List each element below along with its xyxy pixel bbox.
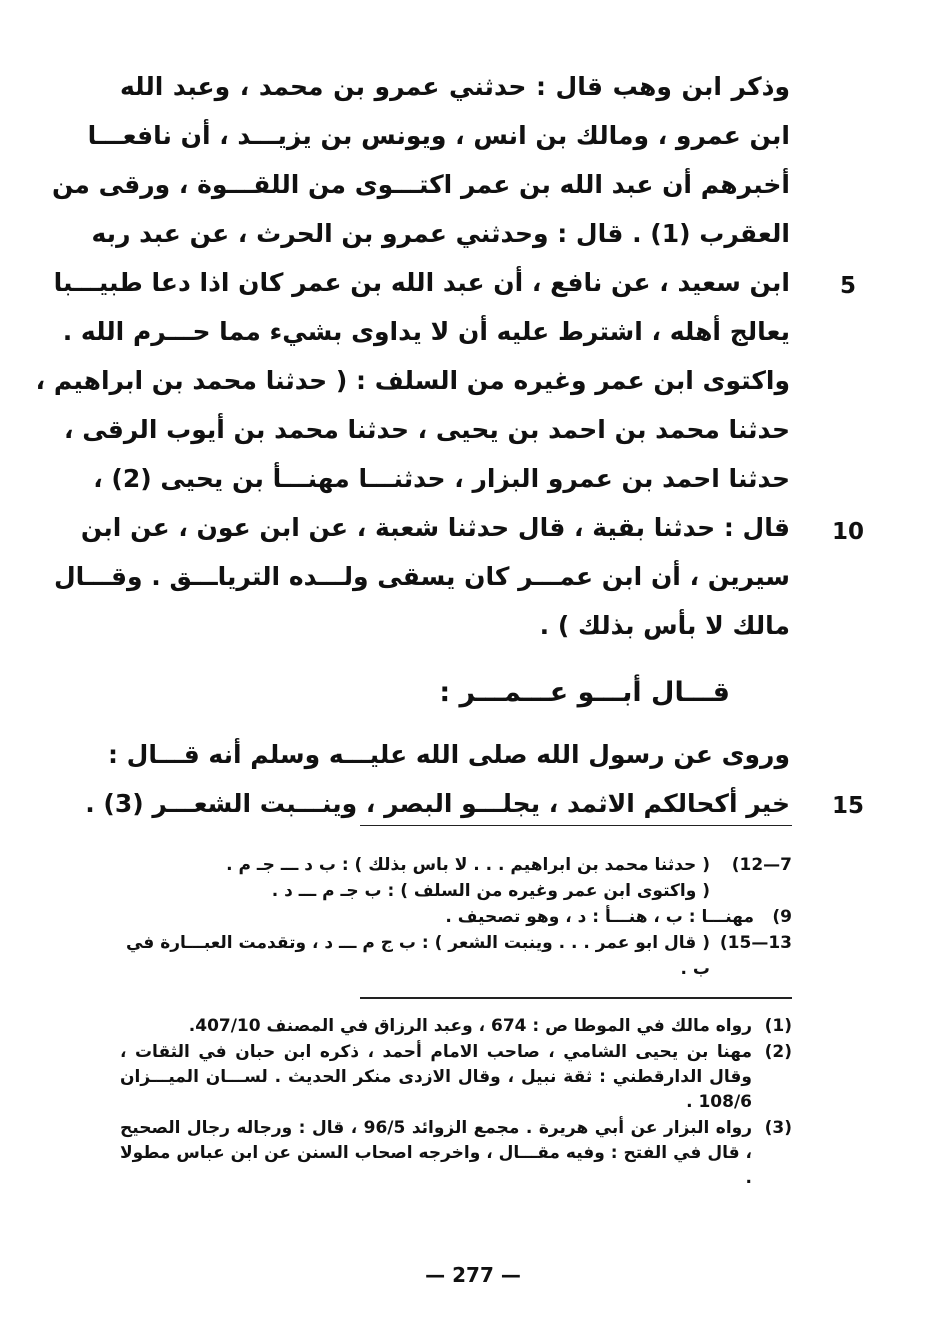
footnote-number: (1) [764,1016,792,1036]
variant-key [710,878,792,904]
variant-key: 7—12) [731,855,792,875]
text-line: يعالج أهله ، اشترط عليه أن لا يداوى بشيء مما حـــرم الله . [62,317,790,346]
text-line: حدثنا احمد بن عمرو البزار ، حدثنـــا مهنـــأ بن يحيى (2) ، [93,464,790,493]
text-line: خير أكحالكم الاثمد ، يجلـــو البصر ، وينـــبت الشعـــر (3) . [85,789,790,818]
variant-note [120,904,792,930]
variant-text: ( قال ابو عمر . . . وينبت الشعر ) : ب ج م ـــ د ، وتقدمت العبـــارة في ب . [125,933,710,979]
page-number: — 277 — [425,1263,521,1287]
footnote-text: رواه مالك في الموطا ص : 674 ، وعبد الرزاق في المصنف 407/10. [188,1016,752,1036]
footnote-text: رواه البزار عن أبي هريرة . مجمع الزوائد 96/5 ، قال : ورجاله رجال الصحيح ، قال في الفتح : وفيه مقـــال ، واخرجه اصحاب السنن عن ابن عباس مطولا . [120,1118,752,1188]
line-number-5: 5 [839,273,856,299]
text-line: ابن عمرو ، ومالك بن انس ، ويونس بن يزيـــد ، أن نافعـــا [87,121,790,150]
text-line: مالك لا بأس بذلك ) . [539,611,790,640]
text-line: العقرب (1) . قال : وحدثني عمرو بن الحرث ، عن عبد ربه [91,219,790,248]
text-line: وروى عن رسول الله صلى الله عليـــه وسلم أنه قـــال : [107,740,790,769]
variant-notes [120,852,792,982]
text-line: واكتوى ابن عمر وغيره من السلف : ( حدثنا محمد بن ابراهيم ، [35,366,790,395]
text-line: قال : حدثنا بقية ، قال حدثنا شعبة ، عن ابن عون ، عن ابن [80,513,790,542]
footnote [120,1014,792,1039]
variant-text: ( حدثنا محمد بن ابراهيم . . . لا باس بذلك ) : ب د ـــ جـ م . [226,855,710,875]
variant-text: ( واكتوى ابن عمر وغيره من السلف ) : ب جـ م ـــ د . [271,881,710,901]
line-number-10: 10 [831,519,864,545]
section-heading: قـــال أبـــو عـــمـــر : [439,677,730,708]
footnote-separator [360,997,792,999]
text-line: حدثنا محمد بن احمد بن يحيى ، حدثنا محمد بن أيوب الرقى ، [64,415,790,444]
variant-text: مهنـــا : ب ، هنـــأ : د ، وهو تصحيف . [445,907,754,927]
text-line: ابن سعيد ، عن نافع ، أن عبد الله بن عمر كان اذا دعا طبيـــبا [53,268,790,297]
text-line: سيرين ، أن ابن عمـــر كان يسقى ولـــده الترياـــق . وقـــال [53,562,790,591]
main-text-block [35,62,790,650]
variant-note [120,878,792,904]
line-number-15: 15 [831,793,864,819]
variant-note [120,852,792,878]
footnotes [120,1014,792,1192]
text-line: أخبرهم أن عبد الله بن عمر اكتـــوى من اللقـــوة ، ورقى من [51,170,790,199]
variant-key: 9) [772,907,792,927]
variant-key: 13—15) [719,933,792,953]
footnote-number: (3) [764,1118,792,1138]
hadith-paragraph [85,730,790,828]
variant-note [120,930,792,982]
footnote-text: مهنا بن يحيى الشامي ، صاحب الامام أحمد ، ذكره ابن حبان في الثقات ، وقال الدارقطني : ثقة نبيل ، وقال الازدى منكر الحديث . لســـان الميـــزان 108/6 . [120,1042,752,1112]
text-underline [360,825,792,826]
footnote [120,1040,792,1115]
text-line: وذكر ابن وهب قال : حدثني عمرو بن محمد ، وعبد الله [120,72,790,101]
footnote-number: (2) [764,1042,792,1062]
footnote [120,1116,792,1191]
